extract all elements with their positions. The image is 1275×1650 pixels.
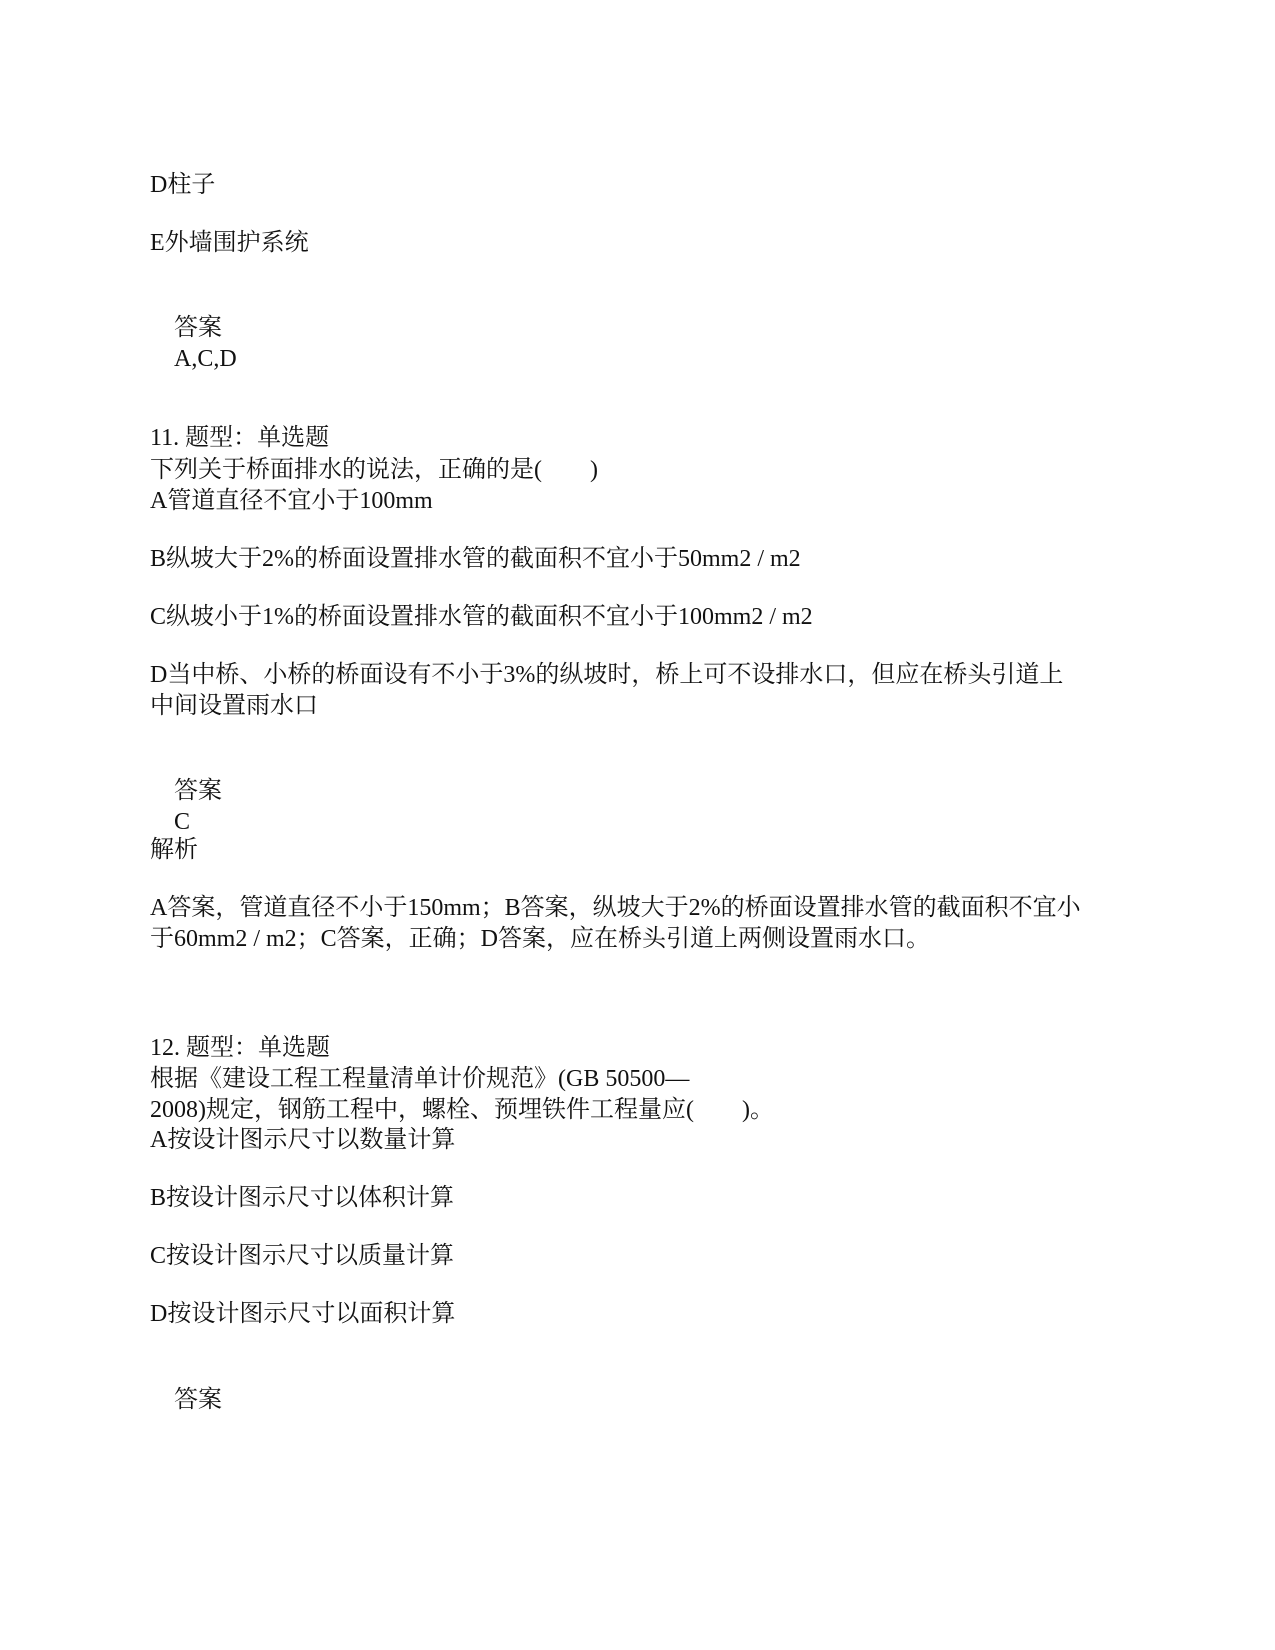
- analysis-text-continued: 于60mm2 / m2；C答案，正确；D答案，应在桥头引道上两侧设置雨水口。: [150, 926, 931, 952]
- option-e: E外墙围护系统: [150, 230, 309, 256]
- question-header: 12. 题型：单选题: [150, 1035, 330, 1061]
- answer-label: 答案: [174, 1387, 222, 1413]
- analysis-text: A答案，管道直径不小于150mm；B答案，纵坡大于2%的桥面设置排水管的截面积不宜小: [150, 895, 1081, 921]
- analysis-label: 解析: [150, 837, 198, 863]
- question-header: 11. 题型：单选题: [150, 425, 330, 451]
- option-d: D按设计图示尺寸以面积计算: [150, 1301, 456, 1327]
- answer-label: 答案: [174, 315, 222, 341]
- option-a: A按设计图示尺寸以数量计算: [150, 1127, 456, 1153]
- question-stem: 根据《建设工程工程量清单计价规范》(GB 50500—: [150, 1066, 690, 1092]
- answer-value: A,C,D: [174, 346, 237, 372]
- answer-value: C: [174, 809, 191, 835]
- answer-label: 答案: [174, 778, 222, 804]
- option-a: A管道直径不宜小于100mm: [150, 488, 433, 514]
- option-c: C按设计图示尺寸以质量计算: [150, 1243, 455, 1269]
- question-stem-continued: 2008)规定，钢筋工程中，螺栓、预埋铁件工程量应( )。: [150, 1097, 774, 1123]
- option-b: B按设计图示尺寸以体积计算: [150, 1185, 455, 1211]
- option-d: D当中桥、小桥的桥面设有不小于3%的纵坡时，桥上可不设排水口，但应在桥头引道上: [150, 662, 1064, 688]
- question-stem: 下列关于桥面排水的说法，正确的是( ): [150, 457, 598, 483]
- option-d-continued: 中间设置雨水口: [150, 693, 318, 719]
- option-d: D柱子: [150, 172, 216, 198]
- option-c: C纵坡小于1%的桥面设置排水管的截面积不宜小于100mm2 / m2: [150, 604, 813, 630]
- option-b: B纵坡大于2%的桥面设置排水管的截面积不宜小于50mm2 / m2: [150, 546, 801, 572]
